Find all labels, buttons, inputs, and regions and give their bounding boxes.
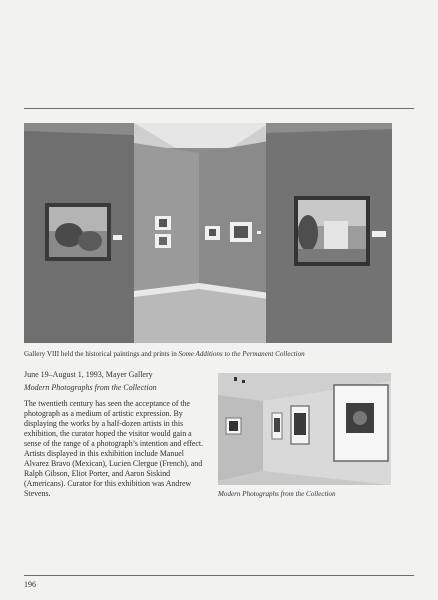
- modern-photographs-photo: [218, 373, 391, 485]
- exhibition-dates: June 19–August 1, 1993, Mayer Gallery: [24, 370, 153, 379]
- modern-photo-caption: Modern Photographs from the Collection: [218, 490, 336, 498]
- exhibition-description: The twentieth century has seen the acceptance of the photograph as a medium of artistic expression. By displaying the works by a half-dozen artists in this exhibition, the curator hoped the visitor would gain a sense of the range of a photograph’s intention and effect. Artists displayed in this exhibition include Manuel Alvarez Bravo (Mexican), Lucien Clergue (French), and Ralph Gibson, Eliot Porter, and Aaron Siskind (Americans). Curator for this exhibition was Andrew Stevens.: [24, 399, 204, 498]
- caption-exhibition-title: Some Additions to the Permanent Collection: [178, 350, 305, 358]
- exhibition-title: Modern Photographs from the Collection: [24, 383, 157, 392]
- bottom-rule: [24, 575, 414, 576]
- top-rule: [24, 108, 414, 109]
- main-photo-caption: [24, 350, 414, 359]
- caption-text: Gallery VIII held the historical paintings and prints in: [24, 350, 179, 358]
- gallery-viii-photo: [24, 123, 392, 343]
- page-number: 196: [24, 580, 36, 589]
